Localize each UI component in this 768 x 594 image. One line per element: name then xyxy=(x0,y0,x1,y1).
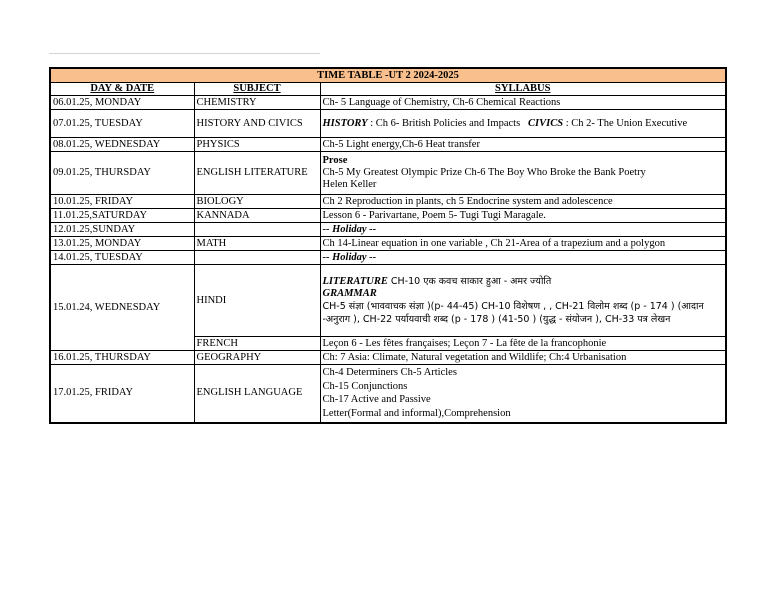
row-date: 08.01.25, WEDNESDAY xyxy=(50,138,194,152)
holiday-text: -- Holiday -- xyxy=(320,223,726,237)
row-subject: KANNADA xyxy=(194,209,320,223)
timetable xyxy=(49,67,727,424)
row-date: 07.01.25, TUESDAY xyxy=(50,110,194,138)
row-date: 09.01.25, THURSDAY xyxy=(50,152,194,195)
row-subject: GEOGRAPHY xyxy=(194,351,320,365)
table-row xyxy=(50,96,726,110)
row-subject: CHEMISTRY xyxy=(194,96,320,110)
row-syllabus: Ch: 7 Asia: Climate, Natural vegetation and Wildlife; Ch:4 Urbanisation xyxy=(320,351,726,365)
row-subject xyxy=(194,223,320,237)
title-row xyxy=(50,68,726,83)
row-subject: ENGLISH LANGUAGE xyxy=(194,365,320,423)
header-row xyxy=(50,83,726,96)
syllabus-line: Ch-17 Active and Passive xyxy=(322,394,431,406)
table-row xyxy=(50,209,726,223)
row-syllabus: Ch-5 Light energy,Ch-6 Heat transfer xyxy=(320,138,726,152)
header-syllabus: SYLLABUS xyxy=(320,83,726,96)
row-syllabus: Ch 14-Linear equation in one variable , Ch 21-Area of a trapezium and a polygon xyxy=(320,237,726,251)
history-label: HISTORY xyxy=(322,117,368,129)
row-subject: HINDI xyxy=(194,265,320,337)
row-date: 17.01.25, FRIDAY xyxy=(50,365,194,423)
history-text: : Ch 6- British Policies and Impacts xyxy=(367,117,521,129)
row-date: 16.01.25, THURSDAY xyxy=(50,351,194,365)
table-row xyxy=(50,152,726,195)
syllabus-line: Ch-4 Determiners Ch-5 Articles xyxy=(322,367,457,379)
row-subject: ENGLISH LITERATURE xyxy=(194,152,320,195)
civics-label: CIVICS xyxy=(528,117,564,129)
row-syllabus xyxy=(320,365,726,423)
header-day-date: DAY & DATE xyxy=(50,83,194,96)
row-date: 10.01.25, FRIDAY xyxy=(50,195,194,209)
row-syllabus: Ch 2 Reproduction in plants, ch 5 Endocrine system and adolescence xyxy=(320,195,726,209)
top-divider-line xyxy=(49,53,320,54)
literature-text: CH-10 एक कवच साकार हुआ - अमर ज्योति xyxy=(387,276,552,287)
row-date: 11.01.25,SATURDAY xyxy=(50,209,194,223)
row-syllabus xyxy=(320,152,726,195)
row-syllabus: Lesson 6 - Parivartane, Poem 5- Tugi Tugi Maragale. xyxy=(320,209,726,223)
row-syllabus: Ch- 5 Language of Chemistry, Ch-6 Chemical Reactions xyxy=(320,96,726,110)
row-subject: PHYSICS xyxy=(194,138,320,152)
row-subject: BIOLOGY xyxy=(194,195,320,209)
table-row xyxy=(50,223,726,237)
syllabus-line: Ch-15 Conjunctions xyxy=(322,380,408,392)
row-syllabus: Leçon 6 - Les fêtes françaises; Leçon 7 - La fête de la francophonie xyxy=(320,337,726,351)
row-syllabus xyxy=(320,265,726,337)
table-row xyxy=(50,195,726,209)
literature-label: LITERATURE xyxy=(322,276,388,287)
syllabus-line: Helen Keller xyxy=(322,179,377,190)
table-row xyxy=(50,237,726,251)
row-date: 13.01.25, MONDAY xyxy=(50,237,194,251)
holiday-text: -- Holiday -- xyxy=(320,251,726,265)
table-row xyxy=(50,351,726,365)
row-subject: HISTORY AND CIVICS xyxy=(194,110,320,138)
row-date: 06.01.25, MONDAY xyxy=(50,96,194,110)
row-syllabus xyxy=(320,110,726,138)
row-date: 15.01.24, WEDNESDAY xyxy=(50,265,194,351)
table-row xyxy=(50,110,726,138)
grammar-label: GRAMMAR xyxy=(322,288,377,299)
table-row xyxy=(50,138,726,152)
table-row xyxy=(50,251,726,265)
table-row xyxy=(50,265,726,337)
grammar-text: CH-5 संज्ञा (भाववाचक संज्ञा )(p- 44-45) CH-10 विशेषण , , CH-21 विलोम शब्द (p - 174 ) (आदान -अनुराग ), CH-22 पर्यायवाची शब्द (p - 178 ) (41-50 ) (युद्ध - संयोजन ), CH-33 पत्र लेखन xyxy=(322,301,704,325)
row-date: 14.01.25, TUESDAY xyxy=(50,251,194,265)
syllabus-line: Ch-5 My Greatest Olympic Prize Ch-6 The Boy Who Broke the Bank Poetry xyxy=(322,167,646,178)
row-subject xyxy=(194,251,320,265)
civics-text: : Ch 2- The Union Executive xyxy=(563,117,688,129)
timetable-title: TIME TABLE -UT 2 2024-2025 xyxy=(50,68,726,83)
header-subject: SUBJECT xyxy=(194,83,320,96)
row-subject: FRENCH xyxy=(194,337,320,351)
row-date: 12.01.25,SUNDAY xyxy=(50,223,194,237)
syllabus-line: Letter(Formal and informal),Comprehension xyxy=(322,407,511,419)
table-row xyxy=(50,365,726,423)
prose-label: Prose xyxy=(322,155,348,166)
row-subject: MATH xyxy=(194,237,320,251)
